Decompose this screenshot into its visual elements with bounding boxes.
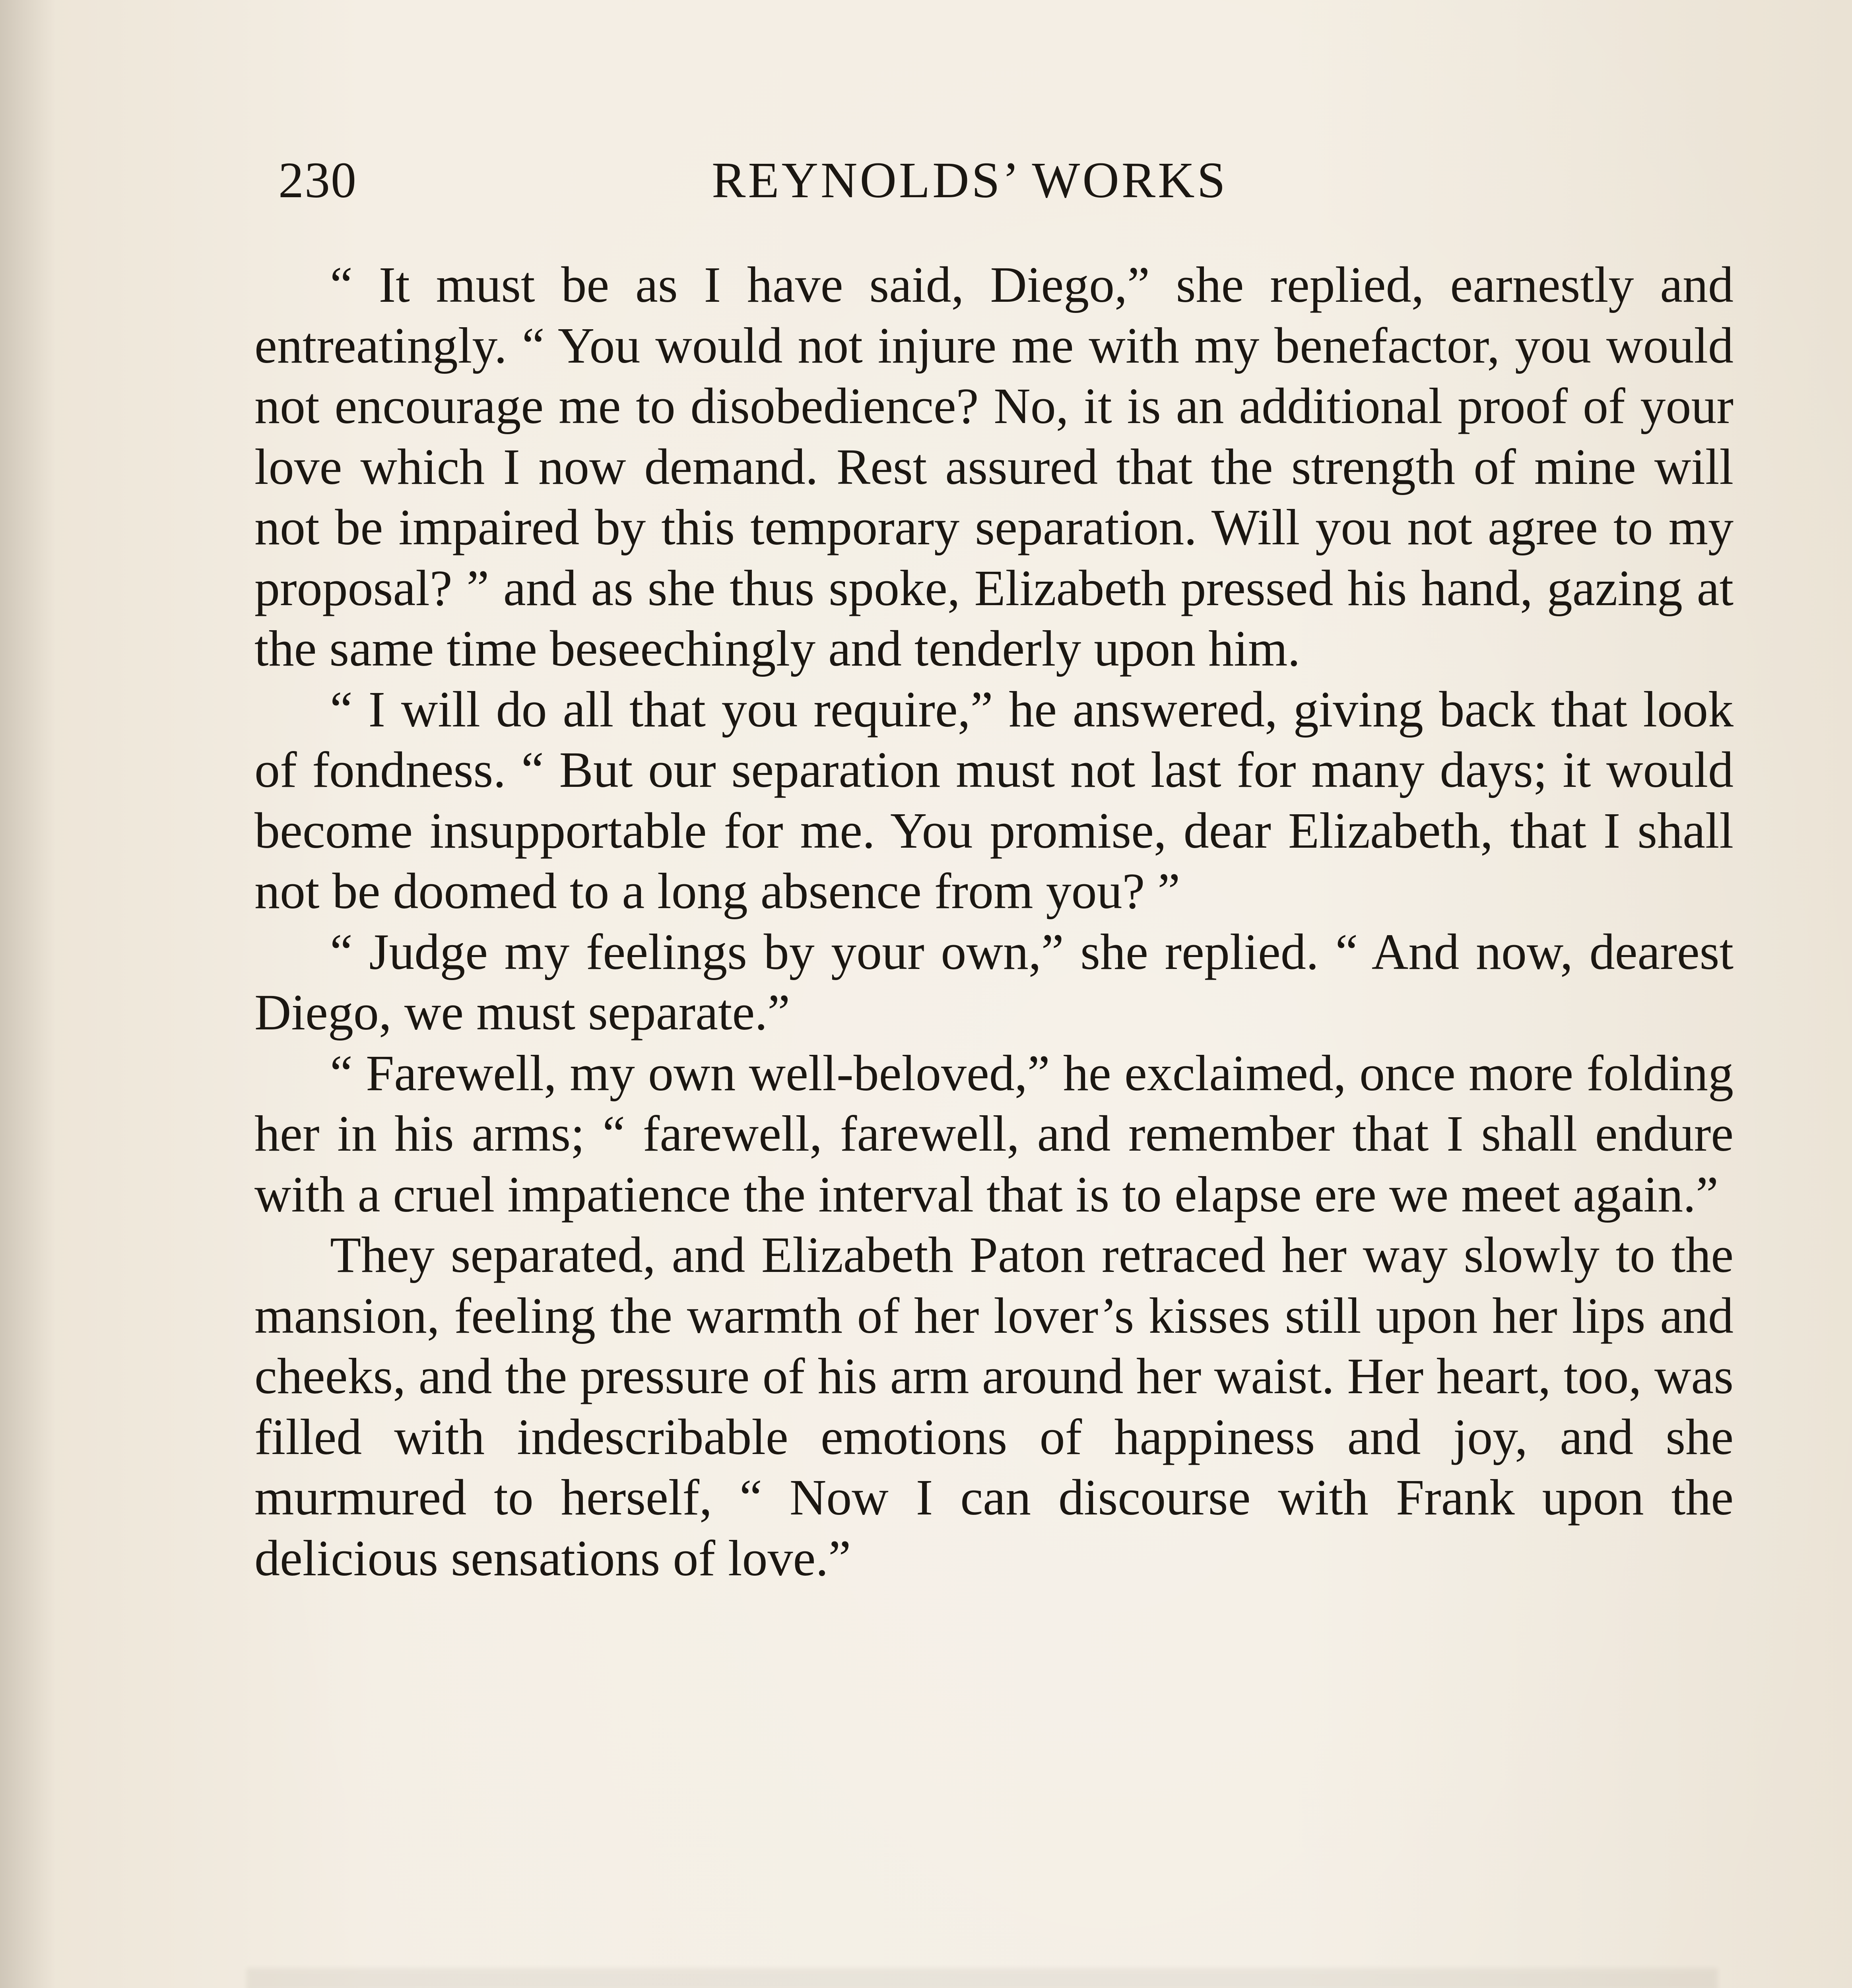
body-text <box>254 254 1734 1588</box>
paragraph-3: “ Judge my feelings by your own,” she replied. “ And now, dearest Diego, we must separate.” <box>254 923 1734 1041</box>
paragraph-5: They separated, and Elizabeth Paton retraced her way slowly to the mansion, feeling the warmth of her lover’s kisses still upon her lips and cheeks, and the pressure of his arm around her waist. Her heart, too, was filled with indescribable emotions of happiness and joy, and she murmured to herself, “ Now I can discourse with Frank upon the delicious sensations of love.” <box>254 1227 1734 1586</box>
running-head <box>278 151 1312 215</box>
paragraph-4: “ Farewell, my own well-beloved,” he exclaimed, once more folding her in his arms; “ farewell, farewell, and remember that I shall endure with a cruel impatience the interval that is to elapse ere we meet again.” <box>254 1044 1734 1223</box>
show-through-text <box>247 1968 1718 1988</box>
paragraph-1: “ It must be as I have said, Diego,” she replied, earnestly and entreatingly. “ You would not injure me with my benefactor, you would not encourage me to disobedience? No, it is an additional proof of your love which I now demand. Rest assured that the strength of mine will not be impaired by this temporary separation. Will you not agree to my proposal? ” and as she thus spoke, Elizabeth pressed his hand, gazing at the same time beseechingly and tenderly upon him. <box>254 256 1734 677</box>
running-title: REYNOLDS’ WORKS <box>712 152 1228 208</box>
paragraph-2: “ I will do all that you require,” he answered, giving back that look of fondness. “ But our separation must not last for many days; it would become insupportable for me. You promise, dear Elizabeth, that I shall not be doomed to a long absence from you? ” <box>254 681 1734 919</box>
spine-shadow <box>0 0 56 1988</box>
page-number: 230 <box>278 152 357 208</box>
